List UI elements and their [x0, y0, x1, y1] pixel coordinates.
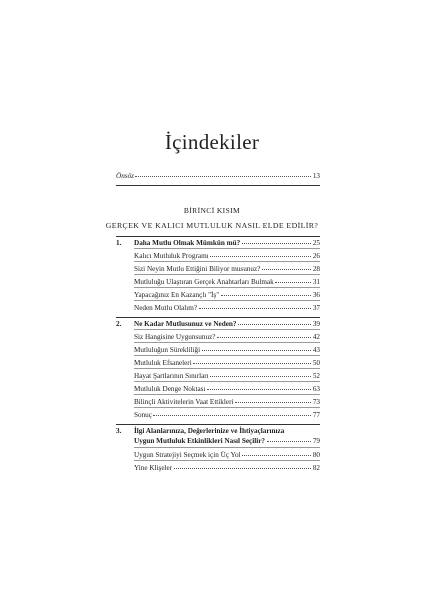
toc-entry[interactable]: [134, 450, 320, 460]
divider: [134, 355, 320, 356]
toc-entry[interactable]: [134, 371, 320, 381]
divider: [134, 407, 320, 408]
divider: [134, 447, 320, 448]
chapter-title-line-1: İlgi Alanlarınıza, Değerlerinize ve İhtiyaçlarınıza: [134, 427, 285, 435]
entry-label: Bilinçli Aktivitelerin Vaat Ettikleri: [134, 398, 234, 406]
entry-page: 63: [312, 385, 320, 393]
entry-label: Uygun Stratejiyi Seçmek için Üç Yol: [134, 451, 241, 459]
chapter-number: 2.: [116, 320, 122, 328]
chapter-page: 39: [312, 320, 320, 328]
divider: [116, 185, 320, 186]
entry-page: 42: [312, 333, 320, 341]
part-title: BİRİNCİ KISIM: [183, 206, 241, 215]
part-subtitle: GERÇEK VE KALICI MUTLULUK NASIL ELDE EDİLİR?: [105, 221, 319, 230]
chapter-title-line-2: Uygun Mutluluk Etkinlikleri Nasıl Seçilir?: [134, 437, 265, 445]
entry-label: Sonuç: [134, 411, 152, 419]
entry-label: Hayat Şartlarının Sınırları: [134, 372, 209, 380]
divider: [134, 342, 320, 343]
entry-page: 82: [312, 464, 320, 472]
chapter-title: Ne Kadar Mutlusunuz ve Neden?: [134, 320, 237, 328]
entry-page: 26: [312, 252, 320, 260]
entry-label: Mutluluk Efsaneleri: [134, 359, 192, 367]
divider: [134, 394, 320, 395]
entry-page: 80: [312, 451, 320, 459]
chapter-number: 3.: [116, 427, 122, 435]
entry-page: 73: [312, 398, 320, 406]
dot-leader: [235, 401, 311, 403]
toc-entry[interactable]: [134, 251, 320, 261]
dot-leader: [238, 323, 311, 325]
entry-label: Mutluluğu Ulaştıran Gerçek Anahtarları Bulmak: [134, 278, 274, 286]
preface-label: Önsöz: [116, 172, 134, 180]
chapter-entry[interactable]: [134, 238, 320, 248]
entry-page: 52: [312, 372, 320, 380]
entry-label: Mutluluğun Sürekliliği: [134, 346, 201, 354]
preface-page: 13: [312, 172, 320, 180]
chapter-number: 1.: [116, 239, 122, 247]
entry-page: 37: [312, 304, 320, 312]
dot-leader: [199, 307, 312, 309]
entry-page: 36: [312, 291, 320, 299]
chapter-divider: [116, 236, 320, 237]
dot-leader: [153, 414, 311, 416]
dot-leader: [135, 175, 311, 177]
entry-page: 50: [312, 359, 320, 367]
dot-leader: [202, 349, 312, 351]
divider: [134, 274, 320, 275]
entry-label: Siz Hangisine Uygunsunuz?: [134, 333, 216, 341]
entry-label: Mutluluk Denge Noktası: [134, 385, 206, 393]
divider: [134, 287, 320, 288]
dot-leader: [275, 281, 311, 283]
toc-entry[interactable]: [134, 345, 320, 355]
dot-leader: [210, 375, 311, 377]
divider: [134, 300, 320, 301]
entry-page: 28: [312, 265, 320, 273]
entry-page: 77: [312, 411, 320, 419]
dot-leader: [217, 336, 311, 338]
divider: [134, 460, 320, 461]
toc-entry[interactable]: [134, 397, 320, 407]
toc-entry[interactable]: [134, 277, 320, 287]
toc-entry[interactable]: [134, 410, 320, 420]
chapter-page: 79: [312, 437, 320, 445]
chapter-entry[interactable]: [134, 426, 320, 446]
entry-page: 43: [312, 346, 320, 354]
entry-label: Yine Klişeler: [134, 464, 173, 472]
chapter-page: 25: [312, 239, 320, 247]
dot-leader: [193, 362, 311, 364]
entry-label: Kalıcı Mutluluk Programı: [134, 252, 209, 260]
preface-entry[interactable]: [116, 171, 320, 181]
toc-entry[interactable]: [134, 384, 320, 394]
dot-leader: [262, 268, 311, 270]
dot-leader: [174, 467, 312, 469]
dot-leader: [210, 255, 311, 257]
chapter-divider: [116, 424, 320, 425]
divider: [134, 248, 320, 249]
dot-leader: [242, 242, 312, 244]
toc-entry[interactable]: [134, 264, 320, 274]
divider: [134, 368, 320, 369]
entry-label: Neden Mutlu Olalım?: [134, 304, 198, 312]
page-title: İçindekiler: [164, 130, 260, 154]
toc-entry[interactable]: [134, 303, 320, 313]
divider: [134, 261, 320, 262]
chapter-divider: [116, 317, 320, 318]
toc-entry[interactable]: [134, 290, 320, 300]
dot-leader: [267, 440, 312, 442]
chapter-title: Daha Mutlu Olmak Mümkün mü?: [134, 239, 241, 247]
divider: [134, 381, 320, 382]
toc-entry[interactable]: [134, 332, 320, 342]
dot-leader: [207, 388, 311, 390]
dot-leader: [242, 454, 311, 456]
entry-label: Yapacağınız En Kazançlı "İş": [134, 291, 220, 299]
entry-page: 31: [312, 278, 320, 286]
chapter-entry[interactable]: [134, 319, 320, 329]
chapter-title-line-2-row: [134, 436, 320, 446]
divider: [134, 329, 320, 330]
toc-entry[interactable]: [134, 358, 320, 368]
entry-label: Sizi Neyin Mutlu Ettiğini Biliyor musunuz?: [134, 265, 261, 273]
dot-leader: [221, 294, 312, 296]
toc-entry[interactable]: [134, 463, 320, 473]
